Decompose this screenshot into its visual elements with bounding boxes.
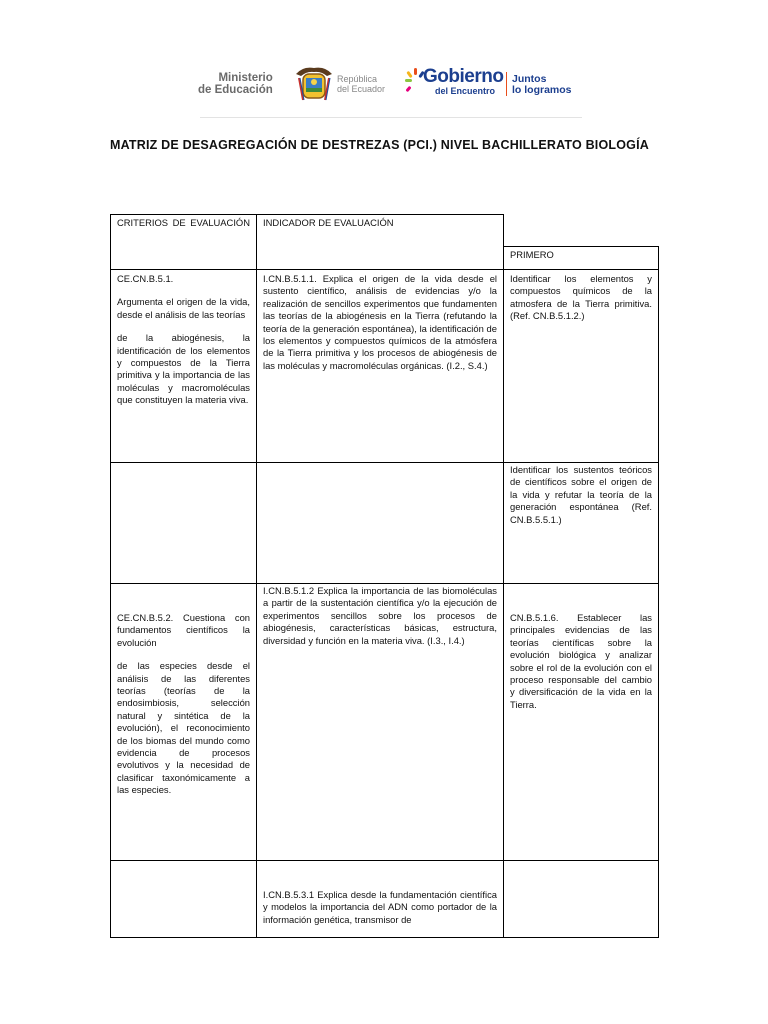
row3-criterio-p1: CE.CN.B.5.2. Cuestiona con fundamentos científicos la evolución	[117, 612, 250, 648]
row4-indicador-cell	[256, 860, 504, 938]
header-criterios	[110, 214, 257, 270]
republica-logo-text	[337, 74, 385, 94]
document-title: MATRIZ DE DESAGREGACIÓN DE DESTREZAS (PCI.) NIVEL BACHILLERATO BIOLOGÍA	[110, 138, 649, 152]
juntos-slogan	[512, 74, 572, 96]
republica-line2: del Ecuador	[337, 84, 386, 94]
gobierno-main-text: Gobierno	[423, 66, 504, 87]
row1-indicador-cell	[256, 269, 504, 463]
row1-indicador-text: I.CN.B.5.1.1. Explica el origen de la vida desde el sustento científico, análisis de evidencias y/o la realización de sencillos experimentos que fundamenten las teorías de la abiogénesis en la Tierra (refutando la teoría de la generación espontánea), la identificación de los elementos y compuestos químicos de la atmósfera de la Tierra primitiva y los procesos de abiogénesis de las moléculas y macromoléculas orgánicas. (I.2., S.4.)	[263, 273, 497, 371]
republica-line1: República	[337, 74, 378, 84]
row1-criterio-cell	[110, 269, 257, 463]
header-primero-label: PRIMERO	[510, 249, 554, 260]
page-header	[0, 60, 768, 106]
ministerio-line2: de Educación	[198, 84, 273, 96]
header-indicador-label: INDICADOR DE EVALUACIÓN	[263, 217, 394, 228]
coat-of-arms-icon	[293, 64, 335, 104]
row3-indicador-cell	[256, 583, 504, 861]
row1-criterio-p2: de la abiogénesis, la identificación de los elementos y compuestos de la Tierra primitiva y la importancia de las moléculas y macromoléculas que constituyen la materia viva.	[117, 332, 250, 406]
ministerio-line1: Ministerio	[218, 72, 273, 84]
row3-criterio-cell	[110, 583, 257, 861]
juntos-line1: Juntos	[512, 73, 547, 85]
row2-criterio-cell	[110, 462, 257, 584]
row1-criterio-code: CE.CN.B.5.1.	[117, 273, 174, 284]
row2-destreza-text: Identificar los sustentos teóricos de científicos sobre el origen de la vida y refutar la teoría de la generación espontánea (Ref. CN.B.5.5.1.)	[510, 464, 652, 525]
row4-criterio-cell	[110, 860, 257, 938]
row2-indicador-cell	[256, 462, 504, 584]
row1-destreza-text: Identificar los elementos y compuestos químicos de la atmosfera de la Tierra primitiva. (Ref. CN.B.5.1.2.)	[510, 273, 652, 322]
gobierno-sub-text: del Encuentro	[435, 86, 496, 96]
ministerio-logo	[198, 72, 273, 96]
row1-criterio-p1: Argumenta el origen de la vida, desde el análisis de las teorías	[117, 296, 250, 320]
row3-destreza-text: CN.B.5.1.6. Establecer las principales evidencias de las teorías científicas sobre la evolución biológica y analizar sobre el rol de la evolución con el proceso responsable del cambio y diversificación de la vida en la Tierra.	[510, 612, 652, 710]
row4-destreza-cell	[503, 860, 659, 938]
row2-destreza-cell	[503, 462, 659, 584]
row3-indicador-text: I.CN.B.5.1.2 Explica la importancia de las biomoléculas a partir de la sustentación científica y/o la ejecución de experimentos sencillos sobre los procesos de abiogénesis, características básicas, estructura, diversidad y función en la materia viva. (I.3., I.4.)	[263, 585, 497, 646]
gobierno-logo	[423, 68, 503, 96]
header-indicador	[256, 214, 504, 270]
header-criterios-label: CRITERIOS DE EVALUACIÓN	[117, 217, 250, 228]
header-primero	[503, 246, 659, 270]
row4-indicador-text: I.CN.B.5.3.1 Explica desde la fundamentación científica y modelos la importancia del ADN como portador de la información genética, transmisor de	[263, 889, 497, 925]
logo-separator	[506, 72, 507, 96]
row1-destreza-cell	[503, 269, 659, 463]
row3-criterio-p2: de las especies desde el análisis de las diferentes teorías (teorías de la endosimbiosis, selección natural y sintética de la evolución), el reconocimiento de los biomas del mundo como evidencia de procesos evolutivos y la necesidad de clasificar taxonómicamente a las especies.	[117, 660, 250, 796]
juntos-line2: lo logramos	[512, 84, 572, 96]
row3-destreza-cell	[503, 583, 659, 861]
header-divider	[200, 117, 582, 118]
